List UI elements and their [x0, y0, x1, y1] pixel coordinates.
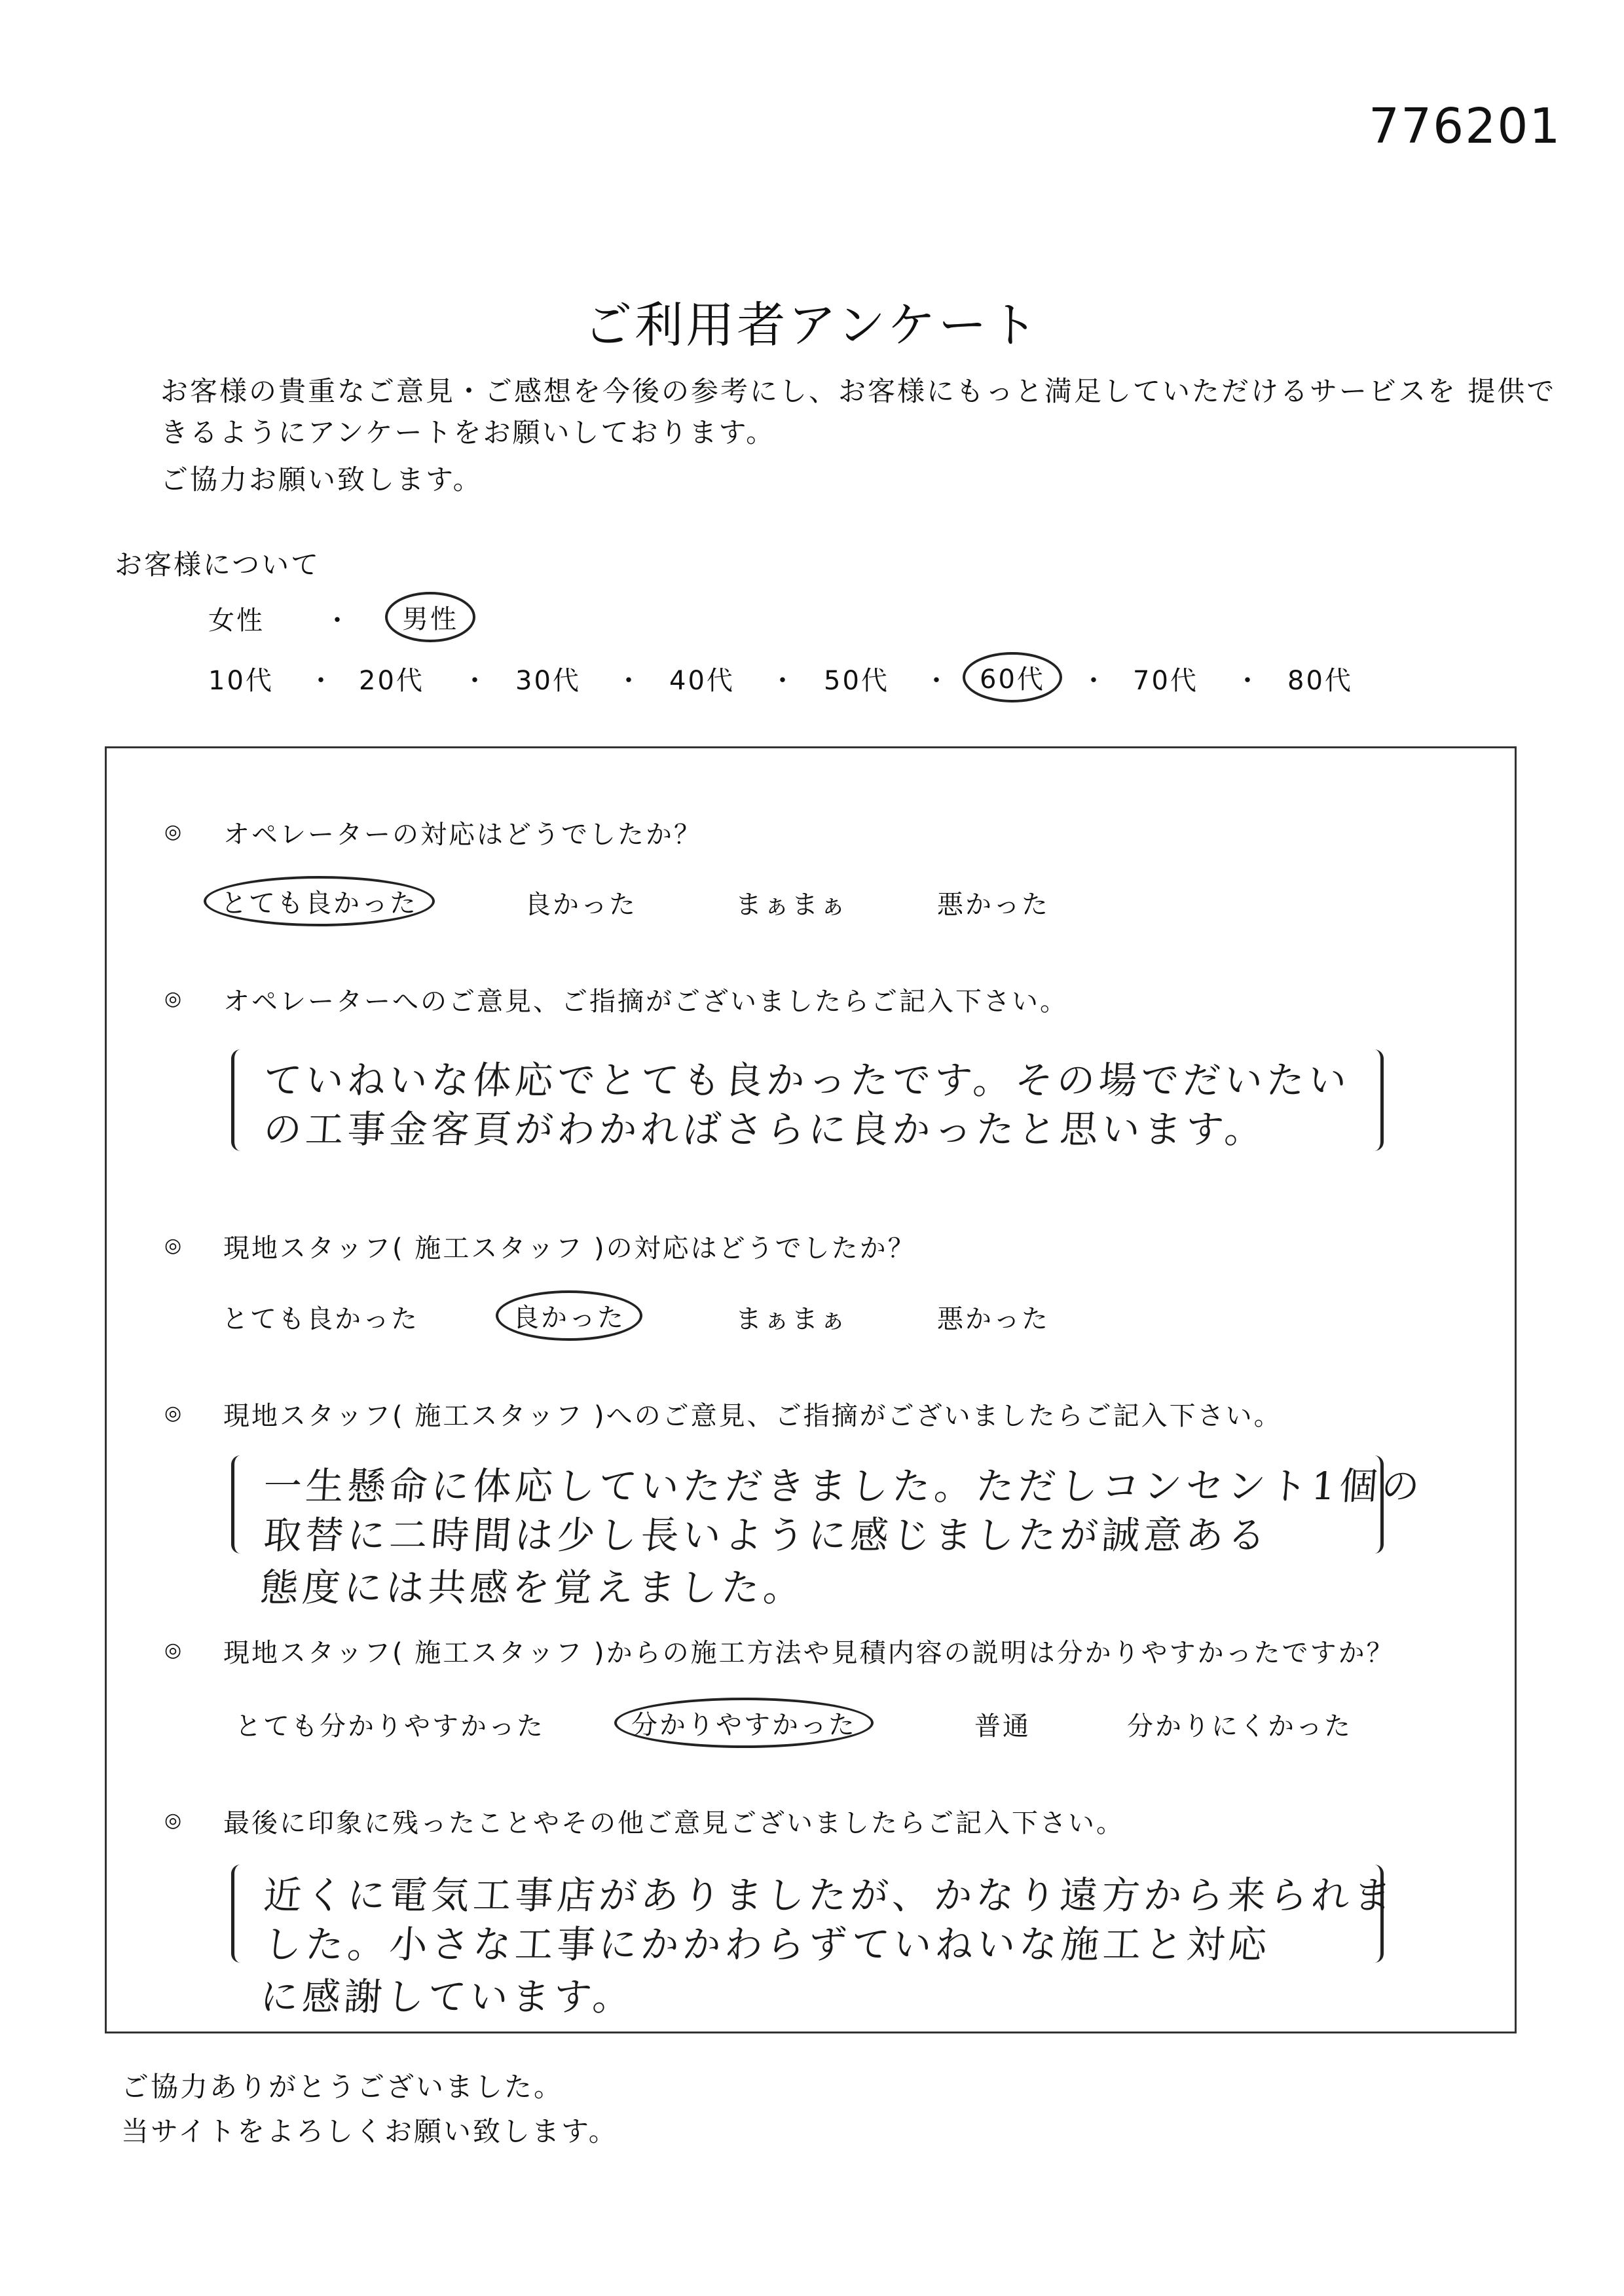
age-option[interactable]: 50代 [824, 666, 889, 696]
age-option[interactable]: 10代 [208, 666, 274, 696]
question-6: 最後に印象に残ったことやその他ご意見ございましたらご記入下さい。 [223, 1808, 1124, 1838]
intro-line-1: お客様の貴重なご意見・ご感想を今後の参考にし、お客様にもっと満足していただけるサービスを 提供で [160, 375, 1557, 407]
bullet-icon: ◎ [164, 1234, 182, 1257]
intro-line-3: ご協力お願い致します。 [160, 464, 483, 496]
answer-2-box[interactable] [231, 1049, 1384, 1151]
q5-option-selected[interactable]: 分かりやすかった [614, 1698, 874, 1748]
age-option[interactable]: 80代 [1287, 666, 1353, 696]
age-separator: ・ [1234, 666, 1261, 696]
bullet-icon: ◎ [164, 987, 182, 1010]
survey-title: ご利用者アンケート [583, 297, 1041, 354]
footer-thanks: ご協力ありがとうございました。 [121, 2071, 564, 2103]
answer-4-line: 態度には共感を覚えました。 [259, 1565, 807, 1610]
age-separator: ・ [923, 666, 950, 696]
answer-4-box[interactable] [231, 1455, 1425, 1558]
gender-female[interactable]: 女性 [208, 606, 265, 636]
age-option[interactable]: 40代 [669, 666, 735, 696]
question-1: オペレーターの対応はどうでしたか？ [223, 820, 702, 850]
gender-separator: ・ [324, 606, 350, 636]
q5-option[interactable]: 普通 [974, 1711, 1031, 1741]
q1-option[interactable]: 悪かった [937, 890, 1050, 920]
footer-request: 当サイトをよろしくお願い致します。 [121, 2115, 618, 2147]
answer-6-line: 近くに電気工事店がありましたが、かなり遠方から来られま [262, 1873, 1397, 1918]
question-5: 現地スタッフ( 施工スタッフ )からの施工方法や見積内容の説明は分かりやすかったですか？ [223, 1638, 1395, 1668]
question-3: 現地スタッフ( 施工スタッフ )の対応はどうでしたか？ [223, 1233, 916, 1264]
answer-6-line: に感謝しています。 [259, 1975, 637, 2019]
q1-option[interactable]: まぁまぁ [735, 890, 848, 920]
q3-option[interactable]: まぁまぁ [735, 1304, 848, 1334]
age-separator: ・ [1080, 666, 1107, 696]
customer-heading: お客様について [115, 549, 321, 581]
q3-option[interactable]: 悪かった [937, 1304, 1050, 1334]
bullet-icon: ◎ [164, 1639, 182, 1662]
answer-6-box[interactable] [231, 1865, 1397, 1967]
q5-option[interactable]: 分かりにくかった [1127, 1711, 1352, 1741]
intro-line-2: きるようにアンケートをお願いしております。 [160, 416, 776, 448]
q3-option[interactable]: とても良かった [222, 1304, 419, 1334]
answer-4-line: 取替に二時間は少し長いように感じましたが誠意ある [262, 1513, 1272, 1558]
answer-2-line: の工事金客頁がわかればさらに良かったと思います。 [262, 1107, 1268, 1152]
answer-4-line: 一生懸命に体応していただきました。ただしコンセント1個の [262, 1464, 1425, 1508]
gender-male-selected[interactable]: 男性 [385, 592, 475, 642]
questions-panel [105, 746, 1517, 2033]
question-4: 現地スタッフ( 施工スタッフ )へのご意見、ご指摘がございましたらご記入下さい。 [223, 1401, 1282, 1431]
document-id: 776201 [1369, 98, 1562, 155]
age-separator: ・ [462, 666, 488, 696]
bullet-icon: ◎ [164, 820, 182, 843]
bullet-icon: ◎ [164, 1809, 182, 1832]
bullet-icon: ◎ [164, 1402, 182, 1425]
q3-option-selected[interactable]: 良かった [496, 1290, 642, 1341]
age-option[interactable]: 70代 [1133, 666, 1198, 696]
q1-option[interactable]: 良かった [525, 890, 637, 920]
age-separator: ・ [769, 666, 796, 696]
age-separator: ・ [616, 666, 642, 696]
q1-option-selected[interactable]: とても良かった [204, 876, 435, 926]
age-option[interactable]: 20代 [359, 666, 424, 696]
answer-2-line: ていねいな体応でとても良かったです。その場でだいたい [262, 1058, 1352, 1102]
answer-6-line: した。小さな工事にかかわらずていねいな施工と対応 [262, 1922, 1272, 1967]
age-option[interactable]: 30代 [515, 666, 581, 696]
age-option-selected[interactable]: 60代 [963, 652, 1062, 702]
age-separator: ・ [308, 666, 334, 696]
question-2: オペレーターへのご意見、ご指摘がございましたらご記入下さい。 [223, 987, 1068, 1017]
q5-option[interactable]: とても分かりやすかった [235, 1711, 545, 1741]
